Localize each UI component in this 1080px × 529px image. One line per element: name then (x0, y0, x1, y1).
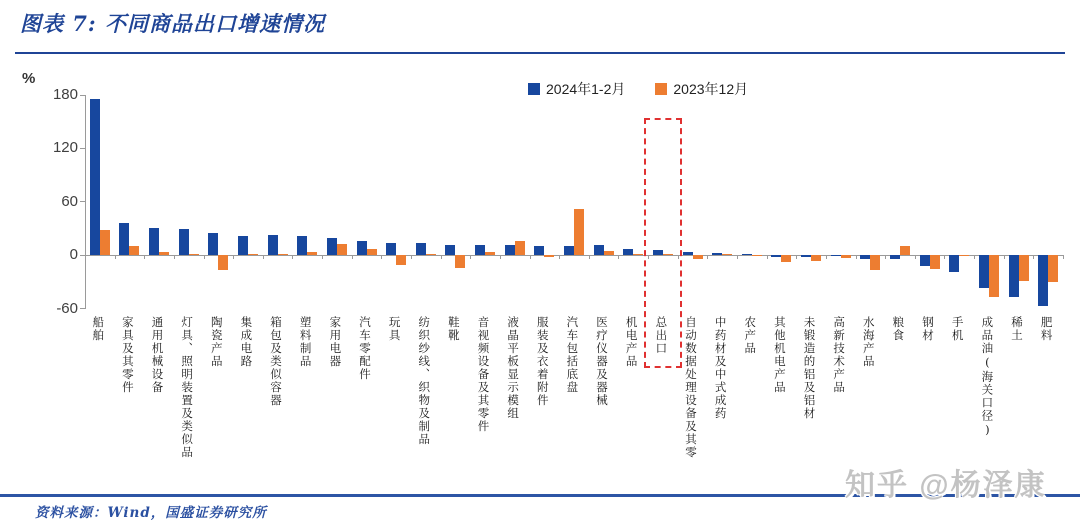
x-axis-tick (174, 255, 175, 259)
x-axis-tick (85, 255, 86, 259)
x-axis-tick (826, 255, 827, 259)
bar-series-0 (801, 255, 811, 257)
bar-series-0 (683, 252, 693, 256)
bar-series-0 (386, 243, 396, 255)
category-label: 中药材及中式成药 (713, 316, 728, 420)
category-label: 高新技术产品 (832, 316, 847, 394)
bar-series-0 (594, 245, 604, 256)
bar-series-0 (208, 233, 218, 255)
bar-series-1 (544, 255, 554, 257)
bar-series-0 (623, 249, 633, 255)
x-axis-tick (500, 255, 501, 259)
bar-series-0 (475, 245, 485, 256)
category-label: 水海产品 (861, 316, 876, 368)
bar-series-1 (307, 252, 317, 256)
bar-series-1 (455, 255, 465, 267)
x-axis-tick (322, 255, 323, 259)
x-axis-tick (618, 255, 619, 259)
bar-series-1 (218, 255, 228, 270)
legend-label-2023: 2023年12月 (673, 81, 749, 97)
bar-series-1 (367, 249, 377, 255)
bar-series-1 (248, 254, 258, 256)
bar-series-0 (1009, 255, 1019, 297)
bar-series-0 (860, 255, 870, 259)
x-axis-tick (1033, 255, 1034, 259)
category-label: 其他机电产品 (772, 316, 787, 394)
category-label: 塑料制品 (298, 316, 313, 368)
category-label: 成品油(海关口径) (980, 316, 995, 438)
category-label: 箱包及类似容器 (269, 316, 284, 407)
category-label: 家用电器 (328, 316, 343, 368)
category-label: 医疗仪器及器械 (595, 316, 610, 407)
x-axis-tick (974, 255, 975, 259)
bar-series-1 (574, 209, 584, 255)
y-axis-tick (80, 148, 85, 149)
bar-series-0 (268, 235, 278, 255)
bar-series-1 (841, 255, 851, 258)
bar-series-0 (297, 236, 307, 256)
x-axis-tick (1004, 255, 1005, 259)
category-label: 总出口 (654, 316, 669, 355)
bar-series-0 (179, 229, 189, 256)
bar-series-0 (238, 236, 248, 256)
legend-item-2024 (528, 79, 625, 99)
bar-series-1 (781, 255, 791, 262)
figure-title: 图表 7: 不同商品出口增速情况 (20, 11, 325, 36)
bar-series-1 (129, 246, 139, 256)
category-label: 船舶 (91, 316, 106, 342)
y-tick-label: 180 (52, 86, 78, 103)
x-axis-tick (767, 255, 768, 259)
bar-series-1 (1048, 255, 1058, 282)
category-label: 汽车包括底盘 (565, 316, 580, 394)
bar-series-0 (505, 245, 515, 256)
x-axis-tick (707, 255, 708, 259)
category-label: 家具及其零件 (120, 316, 135, 394)
bar-series-1 (959, 255, 969, 256)
legend-swatch-blue-icon (528, 83, 540, 95)
bar-series-1 (989, 255, 999, 297)
bar-series-0 (1038, 255, 1048, 306)
legend-item-2023 (655, 79, 748, 99)
x-axis-tick (115, 255, 116, 259)
watermark: 知乎 @杨泽康 (845, 469, 1047, 502)
bar-series-0 (90, 99, 100, 255)
category-label: 陶瓷产品 (209, 316, 224, 368)
bar-series-0 (742, 254, 752, 256)
x-axis-tick (144, 255, 145, 259)
y-axis (85, 95, 86, 309)
legend-swatch-orange-icon (655, 83, 667, 95)
category-label: 肥料 (1039, 316, 1054, 342)
category-label: 汽车零配件 (357, 316, 372, 381)
x-axis-tick (292, 255, 293, 259)
bar-series-0 (564, 246, 574, 256)
x-axis-tick (411, 255, 412, 259)
x-axis-tick (233, 255, 234, 259)
category-label: 通用机械设备 (150, 316, 165, 394)
x-axis-tick (796, 255, 797, 259)
x-axis-tick (559, 255, 560, 259)
category-label: 农产品 (743, 316, 758, 355)
bar-series-1 (722, 254, 732, 255)
bar-series-1 (396, 255, 406, 265)
category-label: 机电产品 (624, 316, 639, 368)
category-label: 稀土 (1009, 316, 1024, 342)
bar-series-0 (920, 255, 930, 266)
highlight-box-total-exports (644, 118, 682, 368)
x-axis-tick (589, 255, 590, 259)
category-label: 鞋靴 (446, 316, 461, 342)
bar-series-1 (426, 254, 436, 256)
category-label: 粮食 (891, 316, 906, 342)
category-label: 钢材 (921, 316, 936, 342)
category-label: 灯具、照明装置及类似品 (180, 316, 195, 459)
x-axis-tick (441, 255, 442, 259)
x-axis-tick (915, 255, 916, 259)
bar-series-1 (189, 254, 199, 256)
bar-series-1 (870, 255, 880, 269)
bar-series-1 (604, 251, 614, 255)
bar-series-1 (159, 252, 169, 256)
y-axis-unit-label: % (22, 70, 36, 87)
x-axis-tick (381, 255, 382, 259)
bar-series-0 (771, 255, 781, 257)
bar-series-0 (831, 255, 841, 256)
x-axis-tick (530, 255, 531, 259)
category-label: 纺织纱线、织物及制品 (417, 316, 432, 446)
y-axis-tick (80, 308, 85, 309)
y-tick-label: 0 (69, 246, 78, 264)
x-axis-tick (470, 255, 471, 259)
category-label: 服装及衣着附件 (535, 316, 550, 407)
bar-series-1 (337, 244, 347, 256)
bar-series-1 (752, 255, 762, 256)
bar-series-1 (811, 255, 821, 260)
category-label: 自动数据处理设备及其零 (683, 316, 698, 459)
bar-series-0 (534, 246, 544, 256)
bar-series-1 (485, 252, 495, 256)
y-axis-tick (80, 201, 85, 202)
x-axis-tick (885, 255, 886, 259)
bar-series-0 (416, 243, 426, 255)
category-label: 玩具 (387, 316, 402, 342)
x-axis-tick (1063, 255, 1064, 259)
source-note: 资料来源：Wind，国盛证券研究所 (35, 505, 267, 521)
bar-series-1 (693, 255, 703, 259)
bar-series-0 (357, 241, 367, 255)
category-label: 未锻造的铝及铝材 (802, 316, 817, 420)
y-tick-label: 120 (52, 139, 78, 157)
bar-series-0 (712, 253, 722, 256)
bar-series-1 (900, 246, 910, 256)
x-axis-tick (856, 255, 857, 259)
bar-series-0 (890, 255, 900, 259)
y-tick-label: -60 (56, 299, 78, 317)
category-label: 集成电路 (239, 316, 254, 368)
category-label: 手机 (950, 316, 965, 342)
category-label: 液晶平板显示模组 (506, 316, 521, 420)
bar-series-1 (1019, 255, 1029, 281)
x-axis-tick (204, 255, 205, 259)
x-axis-tick (737, 255, 738, 259)
bar-series-0 (979, 255, 989, 288)
x-axis-tick (263, 255, 264, 259)
bar-series-1 (633, 254, 643, 255)
bar-series-0 (327, 238, 337, 256)
bar-series-0 (119, 223, 129, 255)
title-divider (15, 52, 1065, 54)
bar-series-0 (445, 245, 455, 256)
bar-series-1 (930, 255, 940, 268)
bar-series-0 (949, 255, 959, 272)
y-axis-tick (80, 95, 85, 96)
bar-series-1 (100, 230, 110, 255)
x-axis-tick (944, 255, 945, 259)
bar-series-0 (149, 228, 159, 256)
bar-series-1 (515, 241, 525, 255)
y-tick-label: 60 (61, 192, 78, 210)
x-axis-tick (352, 255, 353, 259)
bar-series-1 (278, 254, 288, 256)
legend-label-2024: 2024年1-2月 (546, 81, 626, 97)
chart-legend (528, 79, 748, 99)
category-label: 音视频设备及其零件 (476, 316, 491, 433)
